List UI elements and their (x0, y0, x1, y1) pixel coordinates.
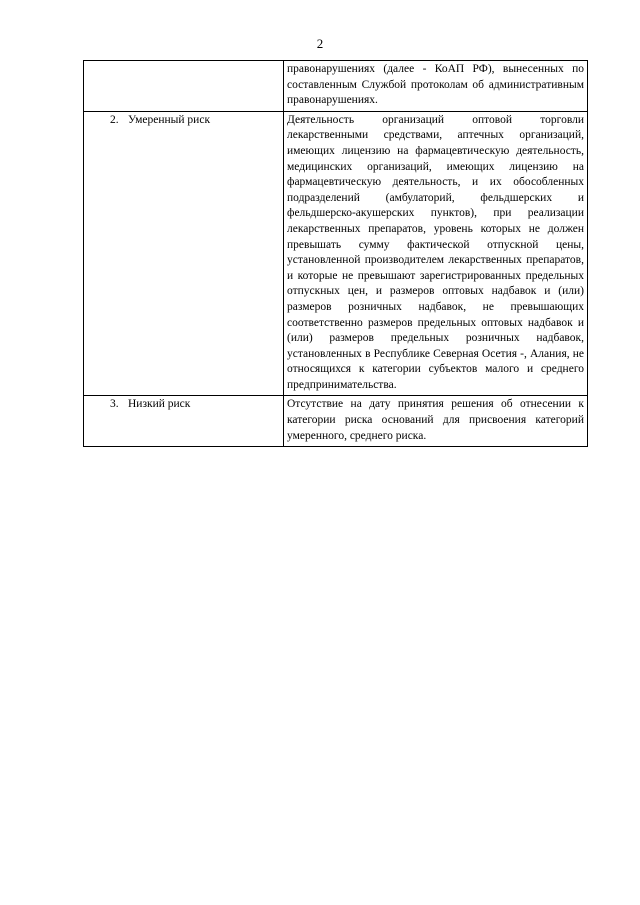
table-row (84, 396, 588, 447)
page-number: 2 (316, 36, 324, 51)
category-label: Низкий риск (128, 398, 191, 411)
row-number: 3. (110, 398, 119, 411)
criteria-cell: Деятельность организаций оптовой торговли лекарственными средствами, аптечных организаций, имеющих лицензию на фармацевтическую деятельность, медицинских организаций, имеющих лицензию на фармацевтическую деятельность, и их обособленных подразделений (амбулаторий, фельдшерских и фельдшерско-акушерских пунктов), при реализации лекарственных препаратов, уровень которых не должен превышать сумму фактической отпускной цены, установленной производителем лекарственных препаратов, и которые не превышают зарегистрированных предельных отпускных цен, и размеров оптовых надбавок и (или) размеров розничных надбавок, не превышающих соответственно размеров предельных оптовых надбавок и (или) размеров предельных розничных надбавок, установленных в Республике Северная Осетия -, Алания, не относящихся к категории субъектов малого и среднего предпринимательства. (284, 111, 588, 396)
criteria-cell: правонарушениях (далее - КоАП РФ), вынесенных по составленным Службой протоколам об административным правонарушениях. (284, 61, 588, 112)
risk-category-table (83, 60, 588, 447)
table-row (84, 61, 588, 112)
row-number: 2. (110, 113, 119, 126)
category-cell (84, 111, 284, 396)
category-cell (84, 396, 284, 447)
table-row (84, 111, 588, 396)
category-cell (84, 61, 284, 112)
category-label: Умеренный риск (128, 113, 211, 126)
criteria-cell: Отсутствие на дату принятия решения об отнесении к категории риска оснований для присвоения категорий умеренного, среднего риска. (284, 396, 588, 447)
